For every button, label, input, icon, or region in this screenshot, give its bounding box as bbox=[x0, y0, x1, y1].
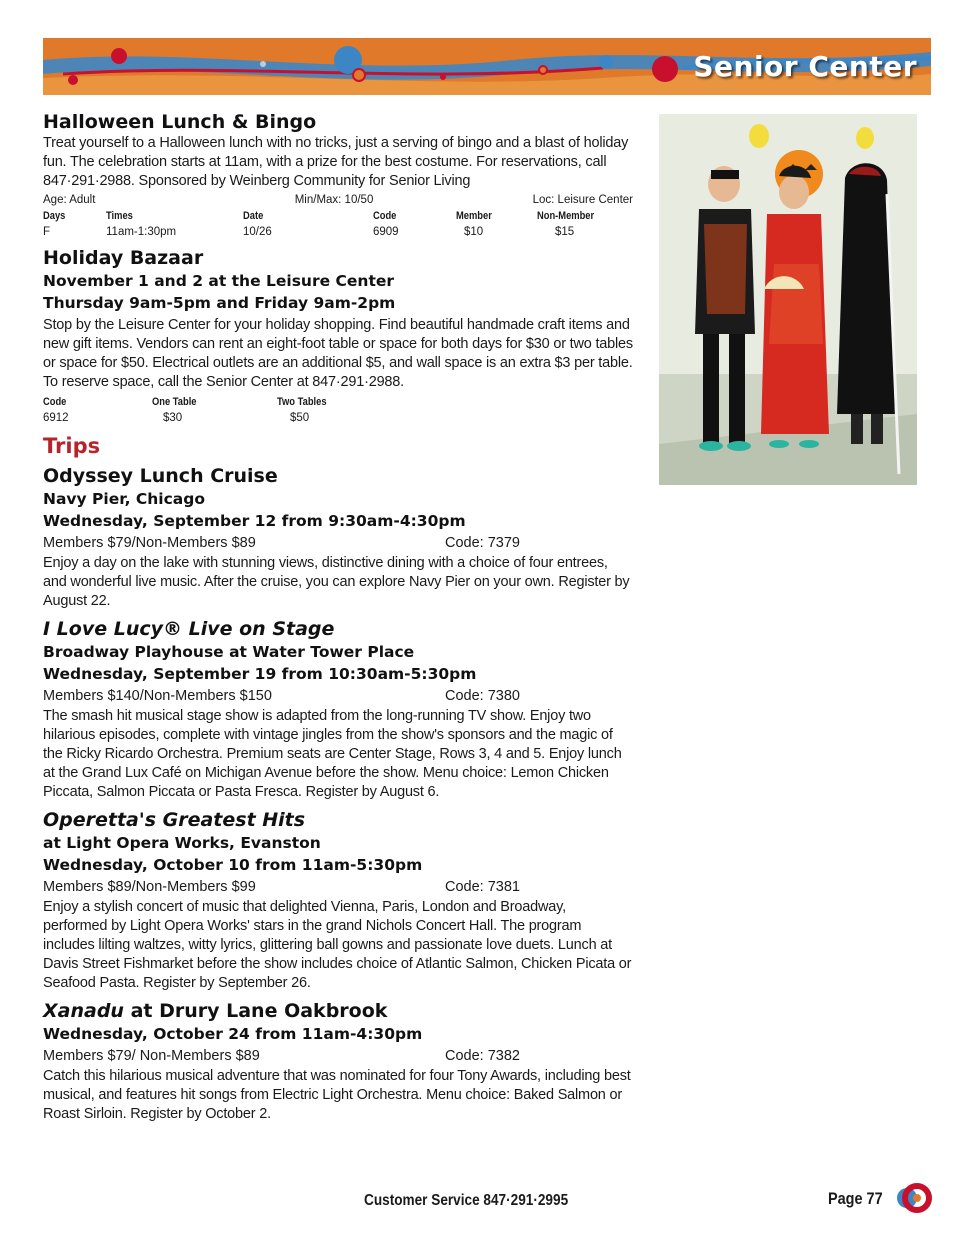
trip-code: Code: 7380 bbox=[445, 688, 520, 704]
trip-item bbox=[43, 464, 633, 611]
bazaar-body: Stop by the Leisure Center for your holiday shopping. Find beautiful handmade craft items and new gift items. Vendors can rent an eight-foot table or space for both days for $30 or two tables or space for $50. Electrical outlets are an additional $5, and wall space is an extra $3 per table. To reserve space, call the Senior Center at 847·291·2988. bbox=[43, 317, 633, 390]
trip-location: at Light Opera Works, Evanston bbox=[43, 834, 321, 852]
bazaar-table bbox=[43, 394, 633, 426]
trip-body: Enjoy a day on the lake with stunning views, distinctive dining with a choice of four entrees, and wonderful live music. After the cruise, you can explore Navy Pier on your own. Register by August 22. bbox=[43, 555, 630, 609]
trip-title-rest: at Drury Lane Oakbrook bbox=[123, 1000, 388, 1022]
trip-code: Code: 7379 bbox=[445, 535, 520, 551]
halloween-section bbox=[43, 110, 633, 240]
trip-price: Members $79/Non-Members $89 bbox=[43, 535, 256, 551]
trip-price: Members $89/Non-Members $99 bbox=[43, 879, 256, 895]
table-header: Member bbox=[456, 210, 492, 222]
table-cell: 10/26 bbox=[243, 226, 272, 238]
minmax-label: Min/Max: 10/50 bbox=[294, 194, 374, 206]
table-cell: $10 bbox=[464, 226, 484, 238]
table-header: Code bbox=[43, 396, 67, 408]
trip-item bbox=[43, 617, 633, 802]
table-header: Date bbox=[243, 210, 264, 222]
trip-title: I Love Lucy® Live on Stage bbox=[43, 618, 335, 640]
section-title: Senior Center bbox=[693, 50, 917, 83]
trip-price: Members $79/ Non-Members $89 bbox=[43, 1048, 260, 1064]
table-cell: F bbox=[43, 226, 51, 238]
swirl-logo-icon bbox=[895, 1182, 933, 1214]
table-cell: $50 bbox=[290, 412, 310, 424]
halloween-meta bbox=[43, 192, 633, 208]
trip-location: Navy Pier, Chicago bbox=[43, 490, 205, 508]
header-banner bbox=[43, 38, 931, 95]
trip-code: Code: 7381 bbox=[445, 879, 520, 895]
bazaar-hours: Thursday 9am-5pm and Friday 9am-2pm bbox=[43, 294, 396, 312]
bazaar-section bbox=[43, 246, 633, 426]
trip-price-row bbox=[43, 1045, 633, 1067]
trip-date: Wednesday, October 10 from 11am-5:30pm bbox=[43, 856, 423, 874]
table-cell: 11am-1:30pm bbox=[106, 226, 177, 238]
page-number: Page 77 bbox=[828, 1189, 883, 1208]
age-label: Age: Adult bbox=[43, 194, 96, 206]
trip-price-row bbox=[43, 876, 633, 898]
costume-photo bbox=[659, 114, 917, 485]
trip-body: Catch this hilarious musical adventure that was nominated for four Tony Awards, including best musical, and features hit songs from Electric Light Orchestra. Menu choice: Baked Salmon or Roast Sirloin. Register by October 2. bbox=[43, 1068, 631, 1122]
trip-body: Enjoy a stylish concert of music that delighted Vienna, Paris, London and Broadway, performed by Light Opera Works' stars in the grand Nichols Concert Hall. The program includes lilting waltzes, witty lyrics, glittering ball gowns and passionate love duets. Lunch at Davis Street Fishmarket before the show includes choice of Atlantic Salmon, Chicken Picata or Seafood Pasta. Register by September 26. bbox=[43, 899, 632, 991]
trip-title bbox=[43, 999, 633, 1023]
table-header: Times bbox=[106, 210, 133, 222]
trip-title: Odyssey Lunch Cruise bbox=[43, 465, 278, 487]
halloween-table bbox=[43, 208, 633, 240]
bazaar-subtitle: November 1 and 2 at the Leisure Center bbox=[43, 272, 395, 290]
customer-service-footer: Customer Service 847·291·2995 bbox=[364, 1192, 569, 1209]
table-cell: 6912 bbox=[43, 412, 69, 424]
table-cell: $15 bbox=[555, 226, 575, 238]
bazaar-title: Holiday Bazaar bbox=[43, 247, 204, 269]
table-cell: $30 bbox=[163, 412, 183, 424]
trip-price: Members $140/Non-Members $150 bbox=[43, 688, 272, 704]
costume-photo-image bbox=[659, 114, 917, 485]
logo-icon bbox=[895, 1182, 933, 1219]
table-header: Non-Member bbox=[537, 210, 595, 222]
trip-date: Wednesday, September 12 from 9:30am-4:30pm bbox=[43, 512, 466, 530]
trip-date: Wednesday, October 24 from 11am-4:30pm bbox=[43, 1025, 423, 1043]
trip-body: The smash hit musical stage show is adapted from the long-running TV show. Enjoy two hilarious episodes, complete with vintage jingles from the show's sponsors and the magic of the Ricky Ricardo Orchestra. Premium seats are Center Stage, Rows 3, 4 and 5. Enjoy lunch at the Grand Lux Café on Michigan Avenue before the show. Menu choice: Lemon Chicken Piccata, Salmon Piccata or Pasta Fresca. Register by August 6. bbox=[43, 708, 622, 800]
table-header: Code bbox=[373, 210, 397, 222]
content-column bbox=[43, 110, 633, 1130]
table-cell: 6909 bbox=[373, 226, 399, 238]
table-header: Days bbox=[43, 210, 66, 222]
trip-code: Code: 7382 bbox=[445, 1048, 520, 1064]
trip-date: Wednesday, September 19 from 10:30am-5:30pm bbox=[43, 665, 477, 683]
trip-price-row bbox=[43, 685, 633, 707]
trip-title: Operetta's Greatest Hits bbox=[43, 809, 306, 831]
location-label: Loc: Leisure Center bbox=[532, 194, 633, 206]
table-header: One Table bbox=[152, 396, 197, 408]
halloween-body: Treat yourself to a Halloween lunch with no tricks, just a serving of bingo and a blast of holiday fun. The celebration starts at 11am, with a prize for the best costume. For reservations, call 847·291·2988. Sponsored by Weinberg Community for Senior Living bbox=[43, 135, 629, 189]
table-header: Two Tables bbox=[277, 396, 327, 408]
halloween-title: Halloween Lunch & Bingo bbox=[43, 111, 317, 133]
trip-item bbox=[43, 808, 633, 993]
trip-title-italic: Xanadu bbox=[43, 1000, 124, 1022]
trip-item bbox=[43, 999, 633, 1124]
trips-heading: Trips bbox=[43, 434, 101, 458]
trip-price-row bbox=[43, 532, 633, 554]
trip-location: Broadway Playhouse at Water Tower Place bbox=[43, 643, 415, 661]
